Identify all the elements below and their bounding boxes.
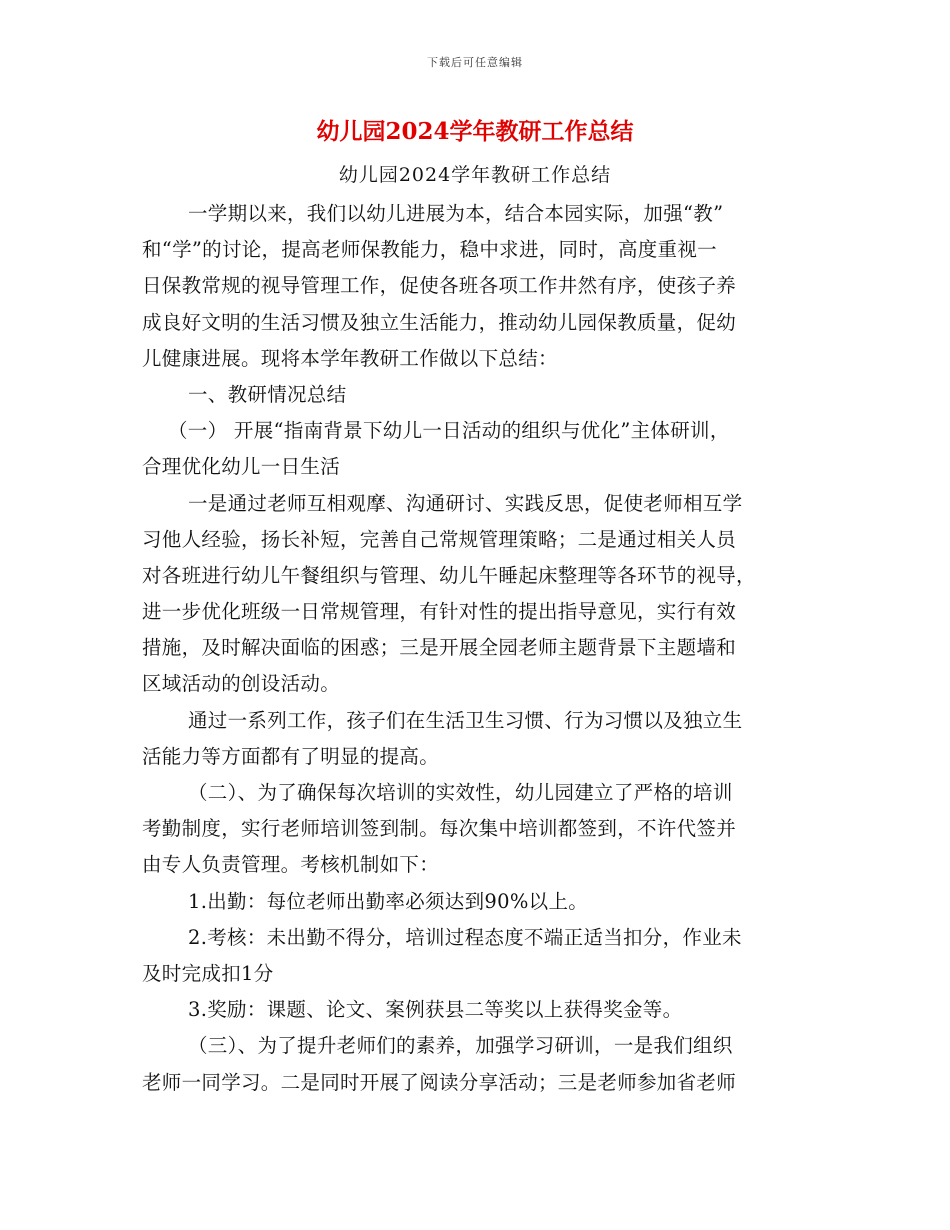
- paragraph-line: 活能力等方面都有了明显的提高。: [142, 744, 440, 768]
- paragraph-line: 通过一系列工作，孩子们在生活卫生习惯、行为习惯以及独立生: [188, 708, 743, 732]
- document-title: 幼儿园2024学年教研工作总结: [316, 118, 634, 145]
- paragraph-line: （二）、为了确保每次培训的实效性，幼儿园建立了严格的培训: [188, 781, 733, 804]
- subsection-heading: （一） 开展“指南背景下幼儿一日活动的组织与优化”主体研训，: [168, 419, 730, 443]
- section-heading: 一、教研情况总结: [188, 382, 347, 406]
- list-item: 3.奖励：课题、论文、案例获县二等奖以上获得奖金等。: [188, 998, 683, 1022]
- document-subtitle: 幼儿园2024学年教研工作总结: [338, 164, 612, 186]
- document-body: [142, 196, 822, 1101]
- paragraph-line: 区域活动的创设活动。: [142, 672, 341, 696]
- paragraph-line: 和“学”的讨论，提高老师保教能力，稳中求进，同时，高度重视一: [142, 238, 717, 262]
- paragraph-line: 一是通过老师互相观摩、沟通研讨、实践反思，促使老师相互学: [188, 491, 743, 515]
- paragraph-line: 对各班进行幼儿午餐组织与管理、幼儿午睡起床整理等各环节的视导，: [142, 563, 756, 587]
- paragraph-line: 成良好文明的生活习惯及独立生活能力，推动幼儿园保教质量，促幼: [142, 310, 737, 334]
- paragraph-line: （三）、为了提升老师们的素养，加强学习研训，一是我们组织: [188, 1034, 733, 1058]
- subsection-heading-cont: 合理优化幼儿一日生活: [142, 455, 341, 479]
- paragraph-line: 老师一同学习。二是同时开展了阅读分享活动；三是老师参加省老师: [142, 1070, 737, 1094]
- paragraph-line: 一学期以来，我们以幼儿进展为本，结合本园实际，加强“教”: [188, 202, 724, 225]
- list-item: 1.出勤：每位老师出勤率必须达到90%以上。: [188, 889, 589, 913]
- paragraph-line: 由专人负责管理。考核机制如下：: [142, 853, 440, 877]
- paragraph-line: 措施，及时解决面临的困惑；三是开展全园老师主题背景下主题墙和: [142, 636, 737, 660]
- paragraph-line: 日保教常规的视导管理工作，促使各班各项工作井然有序，使孩子养: [142, 274, 737, 298]
- list-item: 2.考核：未出勤不得分，培训过程态度不端正适当扣分，作业未: [188, 925, 742, 949]
- paragraph-line: 考勤制度，实行老师培训签到制。每次集中培训都签到，不许代签并: [142, 817, 737, 841]
- paragraph-line: 习他人经验，扬长补短，完善自己常规管理策略；二是通过相关人员: [142, 527, 737, 551]
- header-note: 下载后可任意编辑: [427, 56, 523, 69]
- paragraph-line: 儿健康进展。现将本学年教研工作做以下总结：: [142, 346, 558, 370]
- paragraph-line: 进一步优化班级一日常规管理，有针对性的提出指导意见，实行有效: [142, 600, 737, 624]
- list-item-cont: 及时完成扣1分: [142, 961, 274, 985]
